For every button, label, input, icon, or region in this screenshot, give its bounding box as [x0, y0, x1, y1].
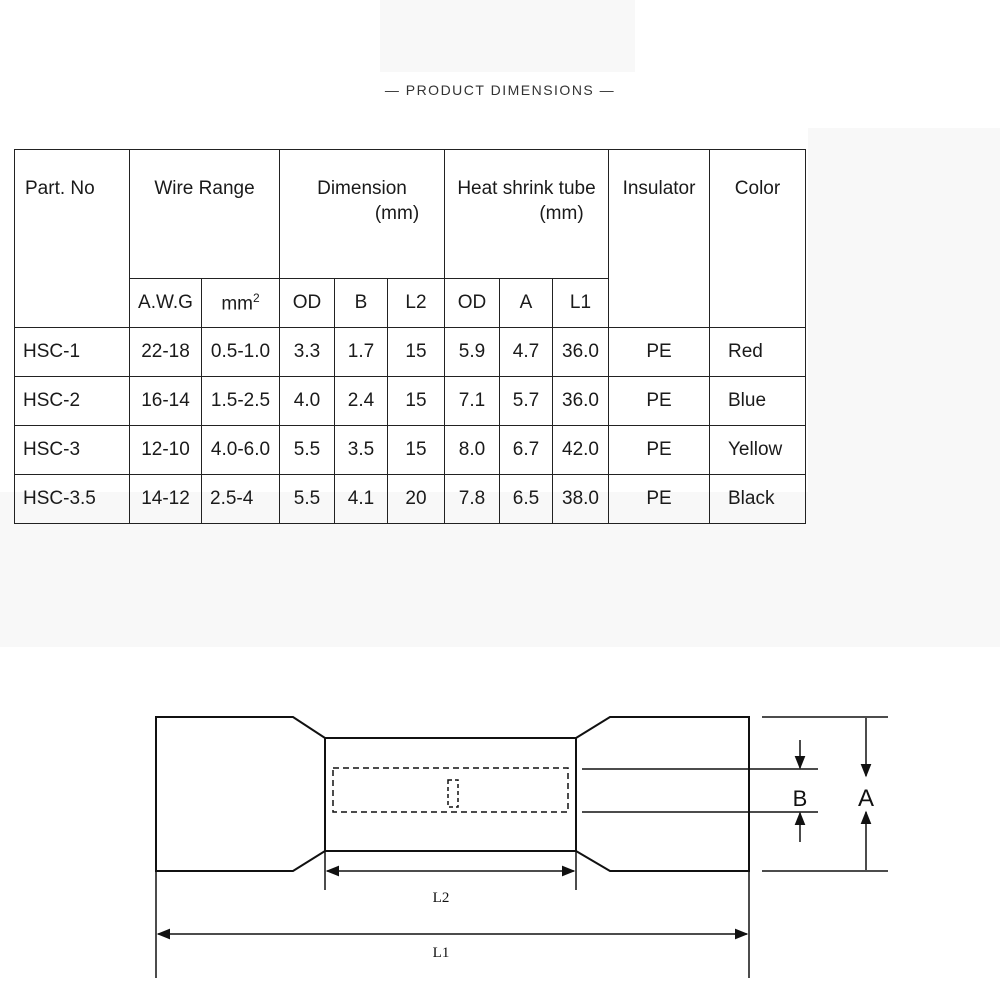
cell-od: 5.5: [280, 426, 335, 475]
cell-a: 6.5: [500, 475, 553, 524]
background-patch: [380, 0, 635, 72]
cell-a: 6.7: [500, 426, 553, 475]
cell-mm2: 0.5-1.0: [202, 328, 280, 377]
cell-awg: 16-14: [130, 377, 202, 426]
wire-stop-dashed: [448, 780, 458, 807]
table-row: [15, 475, 806, 524]
cell-part: HSC-2: [15, 377, 130, 426]
cell-part: HSC-1: [15, 328, 130, 377]
dim-l1-label: L1: [432, 945, 450, 961]
header-heat-shrink-label: Heat shrink tube: [457, 178, 596, 199]
cell-od: 5.5: [280, 475, 335, 524]
cell-mm2: 1.5-2.5: [202, 377, 280, 426]
background-patch: [808, 128, 1000, 493]
cell-l2: 15: [388, 377, 445, 426]
table-row: [15, 426, 806, 475]
header-part-no: Part. No: [15, 150, 130, 328]
header-mm2-sup: 2: [252, 290, 260, 305]
dim-l2-label: L2: [432, 890, 450, 906]
header-mm2: [202, 279, 280, 328]
cell-tube-od: 8.0: [445, 426, 500, 475]
cell-tube-od: 5.9: [445, 328, 500, 377]
cell-insulator: PE: [609, 328, 710, 377]
header-insulator: Insulator: [609, 150, 710, 328]
connector-outline: [156, 717, 749, 871]
inner-barrel-dashed: [333, 768, 568, 812]
header-wire-range: Wire Range: [130, 150, 280, 279]
header-dimension-label: Dimension: [317, 178, 407, 199]
cell-tube-od: 7.1: [445, 377, 500, 426]
cell-insulator: PE: [609, 377, 710, 426]
table-row: [15, 328, 806, 377]
dim-b-label: B: [792, 786, 808, 811]
header-mm2-label: mm: [221, 293, 253, 315]
cell-l1: 36.0: [553, 328, 609, 377]
header-dimension-unit: (mm): [374, 203, 420, 224]
cell-od: 3.3: [280, 328, 335, 377]
cell-b: 4.1: [335, 475, 388, 524]
cell-color: Red: [710, 328, 806, 377]
cell-color: Blue: [710, 377, 806, 426]
dim-a-label: A: [857, 785, 875, 812]
header-l2: L2: [388, 279, 445, 328]
cell-mm2: 2.5-4: [202, 475, 280, 524]
header-awg: A.W.G: [130, 279, 202, 328]
header-heat-shrink: [445, 150, 609, 279]
header-heat-shrink-unit: (mm): [539, 203, 584, 224]
cell-mm2: 4.0-6.0: [202, 426, 280, 475]
cell-color: Yellow: [710, 426, 806, 475]
connector-dimension-drawing: [0, 690, 1000, 990]
cell-part: HSC-3.5: [15, 475, 130, 524]
cell-b: 2.4: [335, 377, 388, 426]
cell-awg: 12-10: [130, 426, 202, 475]
header-b: B: [335, 279, 388, 328]
header-tube-od: OD: [445, 279, 500, 328]
cell-color: Black: [710, 475, 806, 524]
cell-tube-od: 7.8: [445, 475, 500, 524]
header-l1: L1: [553, 279, 609, 328]
cell-l1: 42.0: [553, 426, 609, 475]
section-heading: — PRODUCT DIMENSIONS —: [384, 82, 616, 98]
header-dimension: [280, 150, 445, 279]
cell-a: 4.7: [500, 328, 553, 377]
cell-od: 4.0: [280, 377, 335, 426]
cell-awg: 22-18: [130, 328, 202, 377]
header-a: A: [500, 279, 553, 328]
cell-insulator: PE: [609, 475, 710, 524]
header-od: OD: [280, 279, 335, 328]
cell-l2: 20: [388, 475, 445, 524]
header-color: Color: [710, 150, 806, 328]
cell-l1: 36.0: [553, 377, 609, 426]
cell-l1: 38.0: [553, 475, 609, 524]
cell-part: HSC-3: [15, 426, 130, 475]
cell-b: 1.7: [335, 328, 388, 377]
cell-insulator: PE: [609, 426, 710, 475]
cell-b: 3.5: [335, 426, 388, 475]
cell-a: 5.7: [500, 377, 553, 426]
cell-l2: 15: [388, 328, 445, 377]
cell-l2: 15: [388, 426, 445, 475]
cell-awg: 14-12: [130, 475, 202, 524]
product-dimensions-table: [14, 149, 806, 524]
table-row: [15, 377, 806, 426]
